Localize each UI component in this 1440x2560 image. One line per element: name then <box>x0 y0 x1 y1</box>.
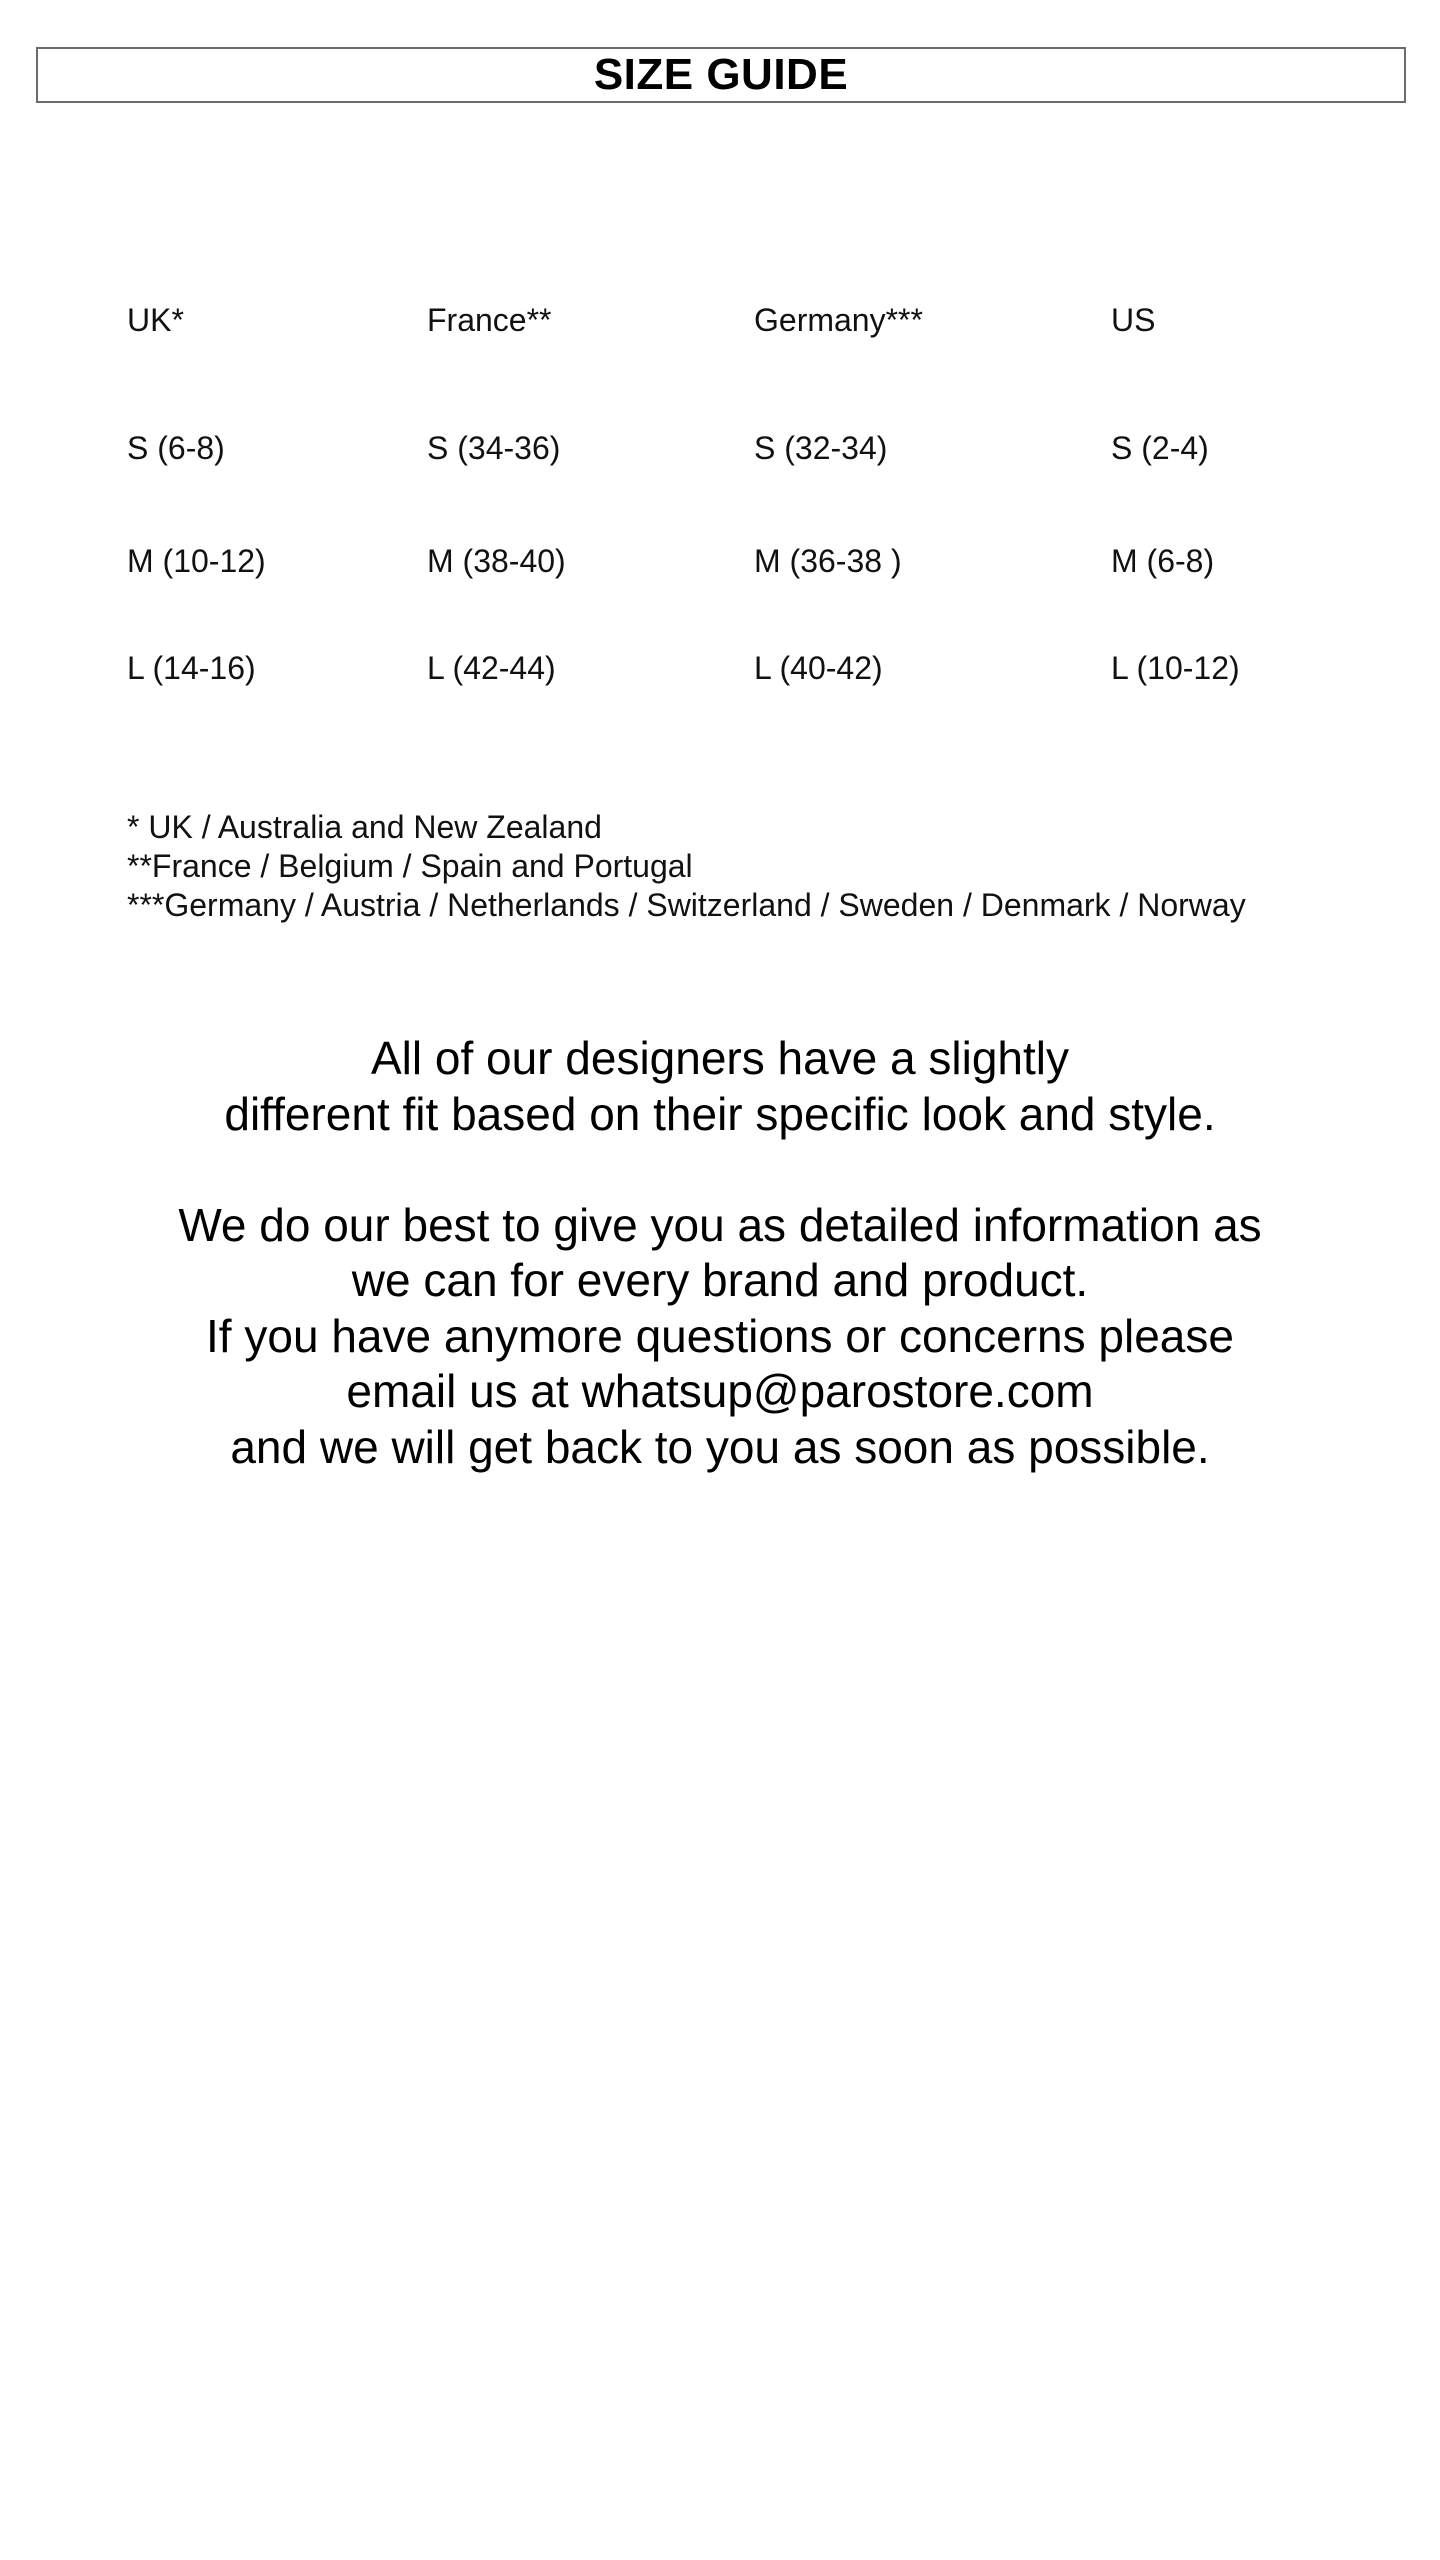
column-header-us: US <box>1111 302 1156 338</box>
column-header-uk: UK* <box>127 302 184 338</box>
message-line: we can for every brand and product. <box>351 1254 1089 1306</box>
note-france: **France / Belgium / Spain and Portugal <box>127 848 693 884</box>
note-germany: ***Germany / Austria / Netherlands / Switzerland / Sweden / Denmark / Norway <box>127 887 1246 923</box>
table-cell: S (34-36) <box>427 430 561 466</box>
table-row-medium <box>127 541 1327 581</box>
message-line: different fit based on their specific look and style. <box>224 1087 1216 1140</box>
table-cell: S (6-8) <box>127 430 225 466</box>
table-cell: L (40-42) <box>754 650 883 686</box>
size-region-notes <box>127 808 1246 925</box>
message-line: All of our designers have a slightly <box>370 1032 1070 1084</box>
table-cell: L (14-16) <box>127 650 256 686</box>
message-line: We do our best to give you as detailed information as <box>178 1198 1262 1251</box>
table-row-small <box>127 428 1327 468</box>
contact-email-line: email us at whatsup@parostore.com <box>346 1365 1094 1417</box>
table-cell: M (38-40) <box>427 543 566 579</box>
table-header-row <box>127 300 1327 340</box>
column-header-france: France** <box>427 302 552 338</box>
page-title-box <box>36 47 1406 103</box>
page-title: SIZE GUIDE <box>593 50 849 99</box>
note-uk: * UK / Australia and New Zealand <box>127 809 602 845</box>
table-cell: L (42-44) <box>427 650 556 686</box>
table-cell: S (2-4) <box>1111 430 1209 466</box>
table-cell: S (32-34) <box>754 430 888 466</box>
table-row-large <box>127 648 1327 688</box>
table-cell: L (10-12) <box>1111 650 1240 686</box>
table-cell: M (36-38 ) <box>754 543 902 579</box>
paragraph-spacer <box>0 1142 1440 1198</box>
table-cell: M (6-8) <box>1111 543 1215 579</box>
column-header-germany: Germany*** <box>754 302 923 338</box>
message-line: and we will get back to you as soon as possible. <box>230 1420 1210 1473</box>
table-cell: M (10-12) <box>127 543 266 579</box>
fit-info-message <box>0 1031 1440 1475</box>
message-line: If you have anymore questions or concerns please <box>206 1309 1234 1362</box>
